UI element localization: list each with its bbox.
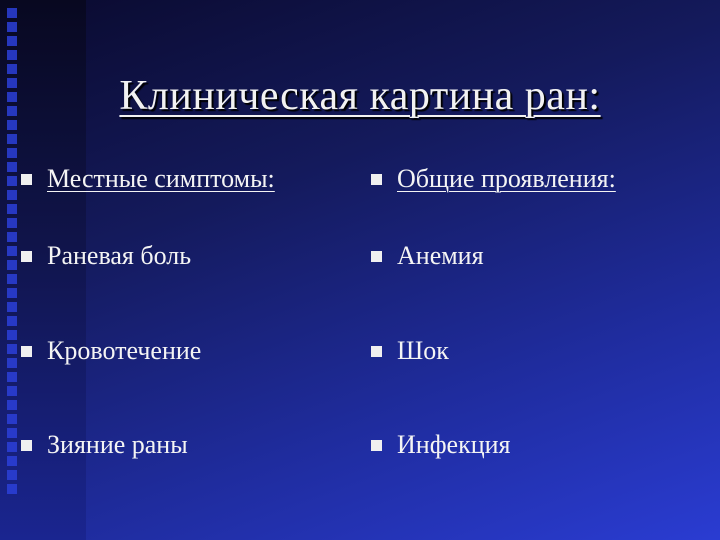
list-heading-local-symptoms: [21, 164, 275, 194]
list-item-text: Инфекция: [397, 430, 511, 459]
decor-square: [7, 232, 17, 242]
square-bullet-icon: [21, 251, 32, 262]
decor-square: [7, 386, 17, 396]
decor-square: [7, 36, 17, 46]
decor-square: [7, 428, 17, 438]
list-item-text: Общие проявления:: [397, 164, 616, 193]
decor-square: [7, 358, 17, 368]
list-item-anemia: [371, 241, 484, 271]
decor-square: [7, 22, 17, 32]
decor-square: [7, 162, 17, 172]
decor-square: [7, 442, 17, 452]
decor-square: [7, 176, 17, 186]
list-item-wound-pain: [21, 241, 191, 271]
slide-title: Клиническая картина ран:: [119, 73, 601, 119]
list-item-text: Местные симптомы:: [47, 164, 275, 193]
square-bullet-icon: [371, 346, 382, 357]
decor-square: [7, 400, 17, 410]
square-bullet-icon: [371, 440, 382, 451]
decor-square: [7, 316, 17, 326]
decor-square: [7, 344, 17, 354]
square-bullet-icon: [21, 346, 32, 357]
list-item-text: Зияние раны: [47, 430, 188, 459]
decor-square: [7, 8, 17, 18]
decor-square: [7, 456, 17, 466]
list-item-text: Анемия: [397, 241, 484, 270]
decor-square: [7, 484, 17, 494]
decor-square: [7, 204, 17, 214]
decor-square: [7, 302, 17, 312]
list-item-infection: [371, 430, 511, 460]
decor-square: [7, 134, 17, 144]
list-item-wound-gaping: [21, 430, 188, 460]
decor-square: [7, 330, 17, 340]
list-item-shock: [371, 336, 449, 366]
decor-square: [7, 120, 17, 130]
decor-square: [7, 246, 17, 256]
decor-square: [7, 190, 17, 200]
decor-square: [7, 372, 17, 382]
decor-square: [7, 274, 17, 284]
list-item-text: Кровотечение: [47, 336, 202, 365]
square-bullet-icon: [371, 251, 382, 262]
list-item-bleeding: [21, 336, 201, 366]
decor-square: [7, 414, 17, 424]
decor-square: [7, 470, 17, 480]
decor-square: [7, 50, 17, 60]
square-bullet-icon: [21, 440, 32, 451]
decor-square: [7, 288, 17, 298]
square-bullet-icon: [21, 174, 32, 185]
decor-square: [7, 218, 17, 228]
list-item-text: Шок: [397, 336, 449, 365]
square-bullet-icon: [371, 174, 382, 185]
decor-square: [7, 148, 17, 158]
list-heading-general-manifestations: [371, 164, 616, 194]
list-item-text: Раневая боль: [47, 241, 192, 270]
decor-square: [7, 260, 17, 270]
